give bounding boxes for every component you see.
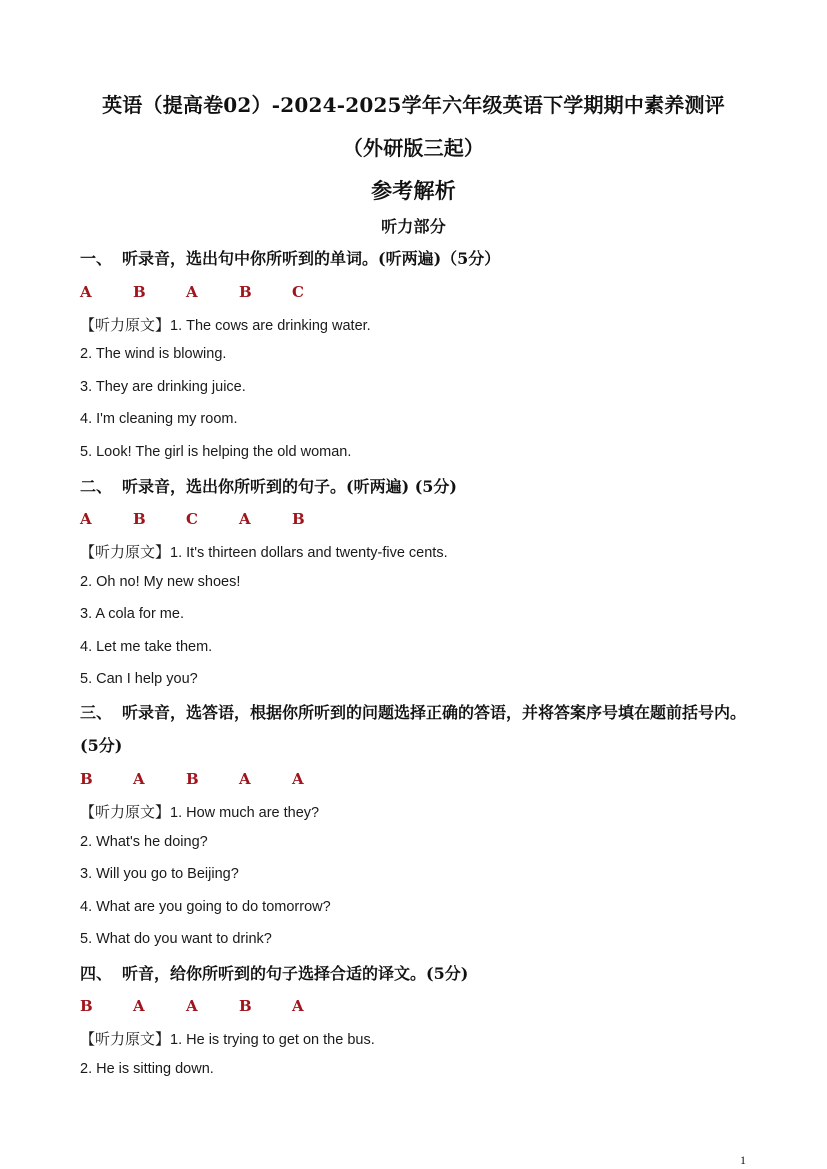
transcript-line: 2. The wind is blowing. bbox=[80, 346, 227, 362]
transcript-line bbox=[80, 801, 319, 822]
section-1-heading bbox=[80, 246, 500, 269]
answer-1: B bbox=[80, 770, 93, 788]
transcript-line: 2. He is sitting down. bbox=[80, 1061, 214, 1077]
transcript-line: 4. I'm cleaning my room. bbox=[80, 411, 238, 427]
transcript-text: 1. How much are they? bbox=[170, 805, 320, 821]
transcript-line: 3. A cola for me. bbox=[80, 606, 184, 622]
transcript-line: 2. Oh no! My new shoes! bbox=[80, 574, 241, 590]
transcript-text: 1. It's thirteen dollars and twenty-five cents. bbox=[170, 545, 448, 561]
answer-2: A bbox=[133, 997, 145, 1015]
answer-4: A bbox=[239, 510, 251, 528]
answer-2: B bbox=[133, 510, 146, 528]
page-number: 1 bbox=[740, 1153, 746, 1167]
transcript-line bbox=[80, 541, 448, 562]
section-number: 二、 bbox=[80, 477, 113, 496]
answer-5: B bbox=[292, 510, 305, 528]
answer-4: A bbox=[239, 770, 251, 788]
section-4-heading bbox=[80, 961, 468, 984]
transcript-line bbox=[80, 1028, 375, 1049]
transcript-line: 5. Can I help you? bbox=[80, 671, 198, 687]
answer-2: A bbox=[133, 770, 145, 788]
transcript-line: 3. They are drinking juice. bbox=[80, 379, 246, 395]
answer-3: A bbox=[186, 997, 198, 1015]
transcript-line: 4. What are you going to do tomorrow? bbox=[80, 899, 331, 915]
answer-4: B bbox=[239, 283, 252, 301]
document-title: 英语（提高卷02）-2024-2025学年六年级英语下学期期中素养测评 bbox=[102, 93, 725, 117]
document-title-edition: （外研版三起） bbox=[342, 136, 485, 160]
transcript-line: 4. Let me take them. bbox=[80, 639, 213, 655]
transcript-line: 2. What's he doing? bbox=[80, 834, 208, 850]
transcript-tag: 【听力原文】 bbox=[80, 803, 171, 821]
section-3-heading bbox=[80, 696, 748, 762]
transcript-text: 1. He is trying to get on the bus. bbox=[170, 1032, 375, 1048]
answer-1: A bbox=[80, 283, 92, 301]
answer-1: B bbox=[80, 997, 93, 1015]
part-heading: 听力部分 bbox=[381, 217, 446, 236]
transcript-tag: 【听力原文】 bbox=[80, 1030, 171, 1048]
section-number: 四、 bbox=[80, 964, 113, 983]
section-number: 一、 bbox=[80, 249, 113, 268]
transcript-tag: 【听力原文】 bbox=[80, 543, 171, 561]
answer-3: C bbox=[186, 510, 198, 528]
answer-3: B bbox=[186, 770, 199, 788]
section-2-heading bbox=[80, 474, 457, 497]
answer-5: C bbox=[292, 283, 304, 301]
transcript-line: 5. What do you want to drink? bbox=[80, 931, 272, 947]
transcript-line bbox=[80, 314, 371, 335]
answer-1: A bbox=[80, 510, 92, 528]
document-subtitle: 参考解析 bbox=[371, 178, 456, 203]
transcript-line: 3. Will you go to Beijing? bbox=[80, 866, 239, 882]
section-instruction: 听音，给你所听到的句子选择合适的译文。(5分) bbox=[122, 964, 469, 983]
section-instruction: 听录音，选出句中你所听到的单词。(听两遍)（5分） bbox=[122, 249, 501, 268]
section-number: 三、 bbox=[80, 703, 113, 722]
section-instruction: 听录音，选答语，根据你所听到的问题选择正确的答语，并将答案序号填在题前括号内。(5分) bbox=[80, 703, 747, 755]
transcript-text: 1. The cows are drinking water. bbox=[170, 318, 371, 334]
answer-4: B bbox=[239, 997, 252, 1015]
section-instruction: 听录音，选出你所听到的句子。(听两遍) (5分) bbox=[122, 477, 457, 496]
transcript-line: 5. Look! The girl is helping the old woman. bbox=[80, 444, 352, 460]
transcript-tag: 【听力原文】 bbox=[80, 316, 171, 334]
answer-5: A bbox=[292, 997, 304, 1015]
answer-2: B bbox=[133, 283, 146, 301]
answer-5: A bbox=[292, 770, 304, 788]
answer-3: A bbox=[186, 283, 198, 301]
